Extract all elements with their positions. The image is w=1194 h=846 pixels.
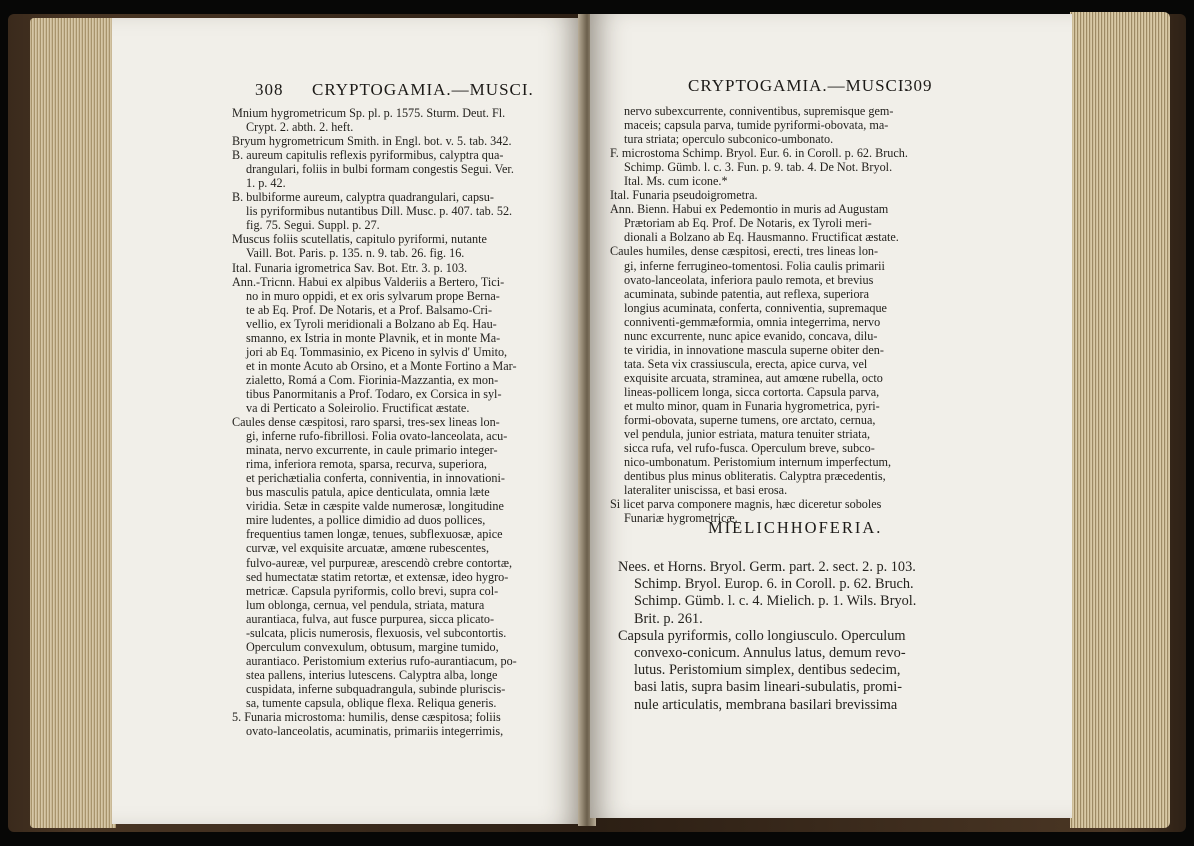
text-line: drangulari, foliis in bulbi formam congestis Segui. Ver. [246, 162, 514, 177]
text-line: longius acuminata, conferta, conniventia, supremaque [624, 300, 887, 315]
text-line: aurantiaco. Peristomium exterius rufo-aurantiacum, po- [246, 653, 517, 668]
section-title: MIELICHHOFERIA. [708, 518, 883, 537]
text-line: te viridia, in innovatione mascula superne obiter den- [624, 342, 884, 357]
text-line: Schimp. Gümb. l. c. 4. Mielich. p. 1. Wils. Bryol. [634, 593, 917, 610]
text-line: tura striata; operculo subconico-umbonato. [624, 132, 834, 147]
text-line: nule articulatis, membrana basilari brevissima [634, 696, 898, 713]
text-line: Caules humiles, dense cæspitosi, erecti, tres lineas lon- [610, 244, 879, 259]
text-line: et perichætialia conferta, conniventia, in innovationi- [246, 471, 505, 486]
text-line: Brit. p. 261. [634, 610, 703, 627]
text-line: convexo-conicum. Annulus latus, demum revo- [634, 645, 906, 662]
left-body-text [232, 106, 577, 738]
text-line: Capsula pyriformis, collo longiusculo. Operculum [618, 627, 906, 644]
text-line: Prætoriam ab Eq. Prof. De Notaris, ex Tyroli meri- [624, 216, 872, 231]
text-line: 5. Funaria microstoma: humilis, dense cæspitosa; foliis [232, 710, 501, 725]
text-line: nico-umbonatum. Peristomium internum imperfectum, [624, 455, 892, 470]
text-line: Vaill. Bot. Paris. p. 135. n. 9. tab. 26. fig. 16. [246, 246, 465, 261]
text-line: et multo minor, quam in Funaria hygrometrica, pyri- [624, 398, 880, 413]
text-line: dentibus plus minus obliteratis. Calyptra præcedentis, [624, 469, 886, 484]
text-line: ovato-lanceolatis, acuminatis, primariis integerrimis, [246, 724, 504, 739]
text-line: lum oblonga, cernua, vel pendula, striata, matura [246, 597, 485, 612]
text-line: F. microstoma Schimp. Bryol. Eur. 6. in Coroll. p. 62. Bruch. [610, 146, 908, 161]
text-line: Ann.-Tricnn. Habui ex alpibus Valderiis a Bertero, Tici- [232, 274, 505, 289]
text-line: Si licet parva componere magnis, hæc diceretur soboles [610, 497, 882, 512]
text-line: Ann. Bienn. Habui ex Pedemontio in muris ad Augustam [610, 202, 889, 217]
right-page [590, 14, 1072, 818]
text-line: lineas-pollicem longa, sicca cortorta. Capsula parva, [624, 384, 880, 399]
text-line: exquisite arcuata, straminea, aut amœne rubella, octo [624, 370, 883, 385]
left-page [112, 18, 584, 824]
text-line: et in monte Acuto ab Orsino, et a Monte Fortino a Mar- [246, 358, 517, 373]
text-line: lateraliter uniscissa, et basi erosa. [624, 483, 788, 498]
text-line: aurantiaca, fulva, aut fusce purpurea, sicca plicato- [246, 611, 495, 626]
text-line: metricæ. Capsula pyriformis, collo brevi, supra col- [246, 583, 499, 598]
text-line: zialetto, Romá a Com. Fiorinia-Mazzantia, ex mon- [246, 372, 499, 387]
text-line: ovato-lanceolata, inferiora paulo remota, et brevius [624, 272, 874, 287]
text-line: Operculum convexulum, obtusum, margine tumido, [246, 639, 499, 654]
text-line: vellio, ex Tyroli meridionali a Bolzano ab Eq. Hau- [246, 316, 497, 331]
text-line: va di Perticato a Soleirolio. Fructificat æstate. [246, 400, 470, 415]
text-line: Ital. Funaria pseudoigrometra. [610, 188, 758, 203]
text-line: minata, nervo excurrente, in caule primario integer- [246, 443, 498, 458]
text-line: Crypt. 2. abth. 2. heft. [246, 120, 354, 135]
text-line: stea pallens, interius lutescens. Calyptra alba, longe [246, 667, 498, 682]
text-line: gi, inferne rufo-fibrillosi. Folia ovato-lanceolata, acu- [246, 429, 508, 444]
text-line: frequentius tamen longæ, tenues, subflexuosæ, apice [246, 527, 503, 542]
text-line: B. bulbiforme aureum, calyptra quadrangulari, capsu- [232, 190, 494, 205]
text-line: sicca rufa, vel rufo-fusca. Operculum breve, subco- [624, 441, 875, 456]
text-line: lis pyriformibus nutantibus Dill. Musc. p. 407. tab. 52. [246, 204, 513, 219]
right-page-edges [1070, 12, 1170, 828]
text-line: lutus. Peristomium simplex, dentibus sedecim, [634, 662, 901, 679]
text-line: no in muro oppidi, et ex oris sylvarum prope Berna- [246, 288, 500, 303]
text-line: tibus Panormitanis a Prof. Todaro, ex Corsica in syl- [246, 386, 502, 401]
section-body-text [618, 559, 1028, 714]
text-line: Mnium hygrometricum Sp. pl. p. 1575. Sturm. Deut. Fl. [232, 106, 506, 120]
text-line: Caules dense cæspitosi, raro sparsi, tres-sex lineas lon- [232, 415, 500, 430]
text-line: sa, tumente capsula, oblique flexa. Reliqua generis. [246, 695, 497, 710]
text-line: mire ludentes, a pollice dimidio ad duos pollices, [246, 513, 486, 528]
text-line: nunc excurrente, nunc apice evanido, concava, dilu- [624, 328, 878, 343]
right-running-head: CRYPTOGAMIA.—MUSCI. [688, 76, 910, 95]
text-line: fig. 75. Segui. Suppl. p. 27. [246, 218, 380, 233]
text-line: Nees. et Horns. Bryol. Germ. part. 2. sect. 2. p. 103. [618, 559, 916, 575]
text-line: bus masculis patula, apice denticulata, omnia læte [246, 485, 490, 500]
text-line: gi, inferne ferrugineo-tomentosi. Folia caulis primarii [624, 258, 885, 273]
text-line: -sulcata, plicis numerosis, flexuosis, vel subcontortis. [246, 625, 507, 640]
text-line: viridia. Setæ in cæspite valde numerosæ, longitudine [246, 499, 504, 514]
left-page-edges [30, 18, 116, 828]
right-page-number: 309 [904, 76, 933, 95]
text-line: Schimp. Bryol. Europ. 6. in Coroll. p. 62. Bruch. [634, 576, 914, 593]
text-line: acuminata, subinde patentia, aut reflexa, superiora [624, 286, 869, 301]
text-line: sed humectatæ statim retortæ, et extensæ, ideo hygro- [246, 569, 509, 584]
text-line: Muscus foliis scutellatis, capitulo pyriformi, nutante [232, 232, 487, 247]
right-body-text [610, 104, 992, 525]
text-line: dionali a Bolzano ab Eq. Hausmanno. Fructificat æstate. [624, 230, 899, 245]
text-line: 1. p. 42. [246, 176, 286, 191]
text-line: nervo subexcurrente, conniventibus, supremisque gem- [624, 104, 894, 118]
text-line: rima, inferiora remota, sparsa, recurva, superiora, [246, 457, 487, 472]
text-line: smanno, ex Istria in monte Plavnik, et in monte Ma- [246, 330, 501, 345]
text-line: B. aureum capitulis reflexis pyriformibus, calyptra qua- [232, 148, 504, 163]
left-running-head: CRYPTOGAMIA.—MUSCI. [312, 80, 534, 99]
text-line: vel pendula, junior estriata, matura tenuiter striata, [624, 427, 871, 442]
left-page-number: 308 [255, 80, 284, 99]
text-line: formi-obovata, superne tumens, ore arctato, cernua, [624, 413, 876, 428]
text-line: maceis; capsula parva, tumide pyriformi-obovata, ma- [624, 118, 889, 133]
text-line: fulvo-aureæ, vel purpureæ, arescendò crebre contortæ, [246, 555, 512, 570]
text-line: cuspidata, inferne subquadrangula, subinde pluriscis- [246, 681, 506, 696]
text-line: conniventi-gemmæformia, omnia integerrima, nervo [624, 314, 881, 329]
text-line: te ab Eq. Prof. De Notaris, et a Prof. Balsamo-Cri- [246, 302, 493, 317]
text-line: Schimp. Gümb. l. c. 3. Fun. p. 9. tab. 4. De Not. Bryol. [624, 160, 893, 175]
text-line: Ital. Ms. cum icone.* [624, 174, 728, 189]
text-line: tata. Seta vix crassiuscula, erecta, apice curva, vel [624, 356, 868, 371]
text-line: Ital. Funaria igrometrica Sav. Bot. Etr. 3. p. 103. [232, 260, 468, 275]
text-line: Bryum hygrometricum Smith. in Engl. bot. v. 5. tab. 342. [232, 134, 512, 149]
text-line: jori ab Eq. Tommasinio, ex Piceno in sylvis d' Umito, [246, 344, 508, 359]
text-line: curvæ, vel exquisite arcuatæ, amœne rubescentes, [246, 541, 489, 556]
text-line: Funariæ hygrometricæ. [624, 511, 738, 526]
text-line: basi latis, supra basim lineari-subulatis, promi- [634, 679, 903, 696]
